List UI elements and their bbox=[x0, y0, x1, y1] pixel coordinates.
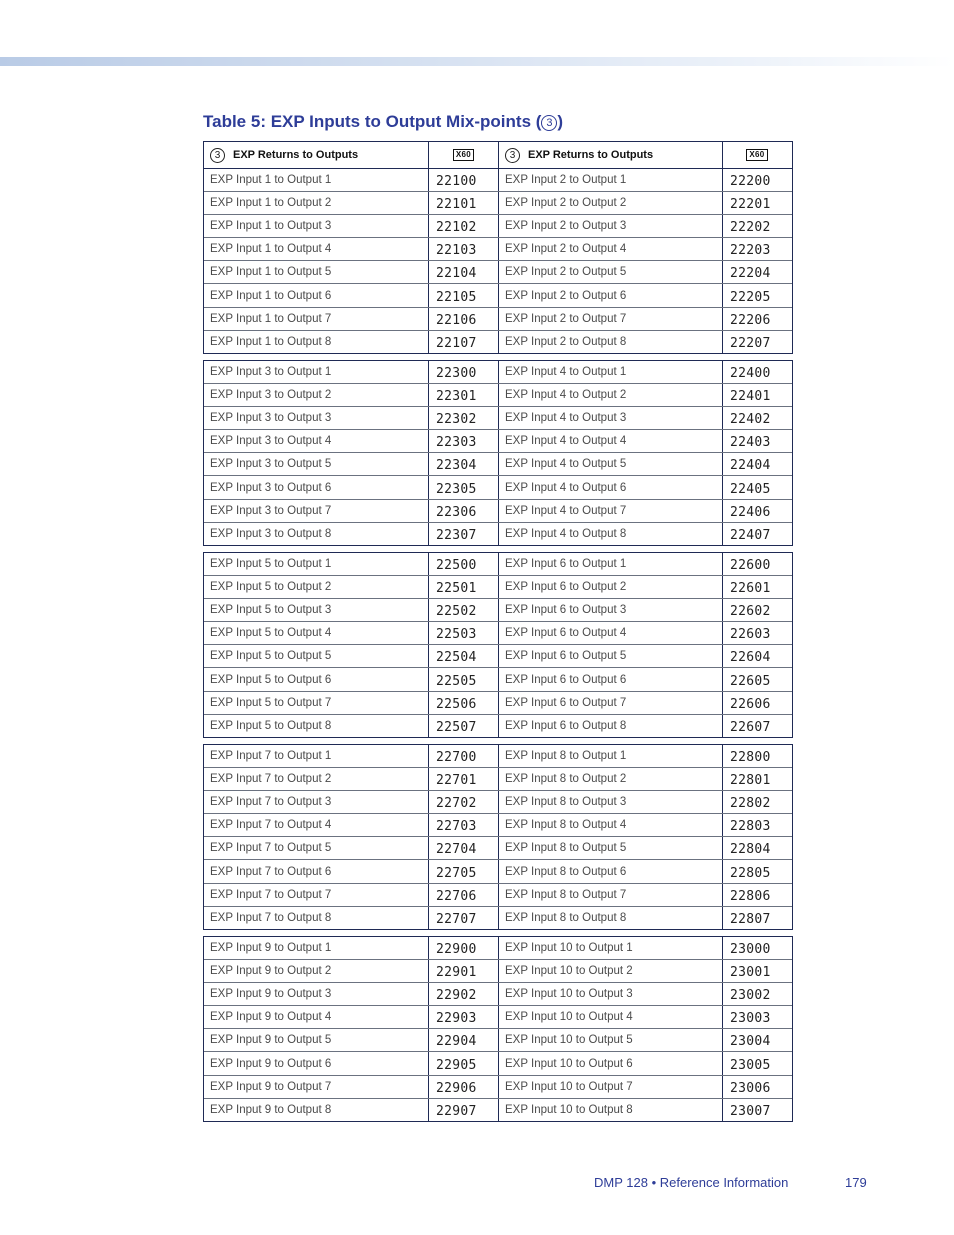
right-description-cell: EXP Input 6 to Output 3 bbox=[499, 599, 723, 621]
table-row bbox=[204, 553, 792, 576]
right-code-cell: 22806 bbox=[730, 888, 771, 904]
right-description-cell: EXP Input 4 to Output 6 bbox=[499, 476, 723, 498]
table-row bbox=[204, 983, 792, 1006]
right-code-cell: 22606 bbox=[730, 696, 771, 712]
right-code-cell: 22801 bbox=[730, 773, 771, 789]
right-description-cell: EXP Input 4 to Output 2 bbox=[499, 384, 723, 406]
right-code-cell: 22201 bbox=[730, 197, 771, 213]
left-description-cell: EXP Input 5 to Output 2 bbox=[204, 576, 429, 598]
left-description-cell: EXP Input 5 to Output 8 bbox=[204, 715, 429, 738]
left-code-cell: 22501 bbox=[429, 576, 499, 598]
table-group bbox=[203, 552, 793, 738]
left-code-cell: 22307 bbox=[429, 523, 499, 546]
table-row bbox=[204, 768, 792, 791]
table-row bbox=[204, 576, 792, 599]
right-description-cell: EXP Input 8 to Output 6 bbox=[499, 860, 723, 882]
right-description-cell: EXP Input 6 to Output 8 bbox=[499, 715, 723, 738]
left-description-cell: EXP Input 3 to Output 3 bbox=[204, 407, 429, 429]
right-code-cell: 22601 bbox=[730, 581, 771, 597]
table-row bbox=[204, 860, 792, 883]
left-code-cell: 22701 bbox=[429, 768, 499, 790]
right-description-cell: EXP Input 2 to Output 4 bbox=[499, 238, 723, 260]
right-description-cell: EXP Input 4 to Output 5 bbox=[499, 453, 723, 475]
table-row bbox=[204, 1006, 792, 1029]
left-description-cell: EXP Input 9 to Output 7 bbox=[204, 1076, 429, 1098]
right-code-cell: 22406 bbox=[730, 504, 771, 520]
right-code-cell: 22403 bbox=[730, 435, 771, 451]
right-description-cell: EXP Input 8 to Output 3 bbox=[499, 791, 723, 813]
left-code-cell: 22505 bbox=[429, 668, 499, 690]
table-row bbox=[204, 715, 792, 738]
right-description-cell: EXP Input 10 to Output 8 bbox=[499, 1099, 723, 1122]
left-code-cell: 22301 bbox=[429, 384, 499, 406]
right-code-cell: 22200 bbox=[730, 174, 771, 190]
right-description-cell: EXP Input 4 to Output 8 bbox=[499, 523, 723, 546]
left-code-cell: 22304 bbox=[429, 453, 499, 475]
table-row bbox=[204, 500, 792, 523]
left-code-cell: 22903 bbox=[429, 1006, 499, 1028]
left-code-cell: 22506 bbox=[429, 692, 499, 714]
right-code-cell: 22805 bbox=[730, 865, 771, 881]
left-description-cell: EXP Input 5 to Output 4 bbox=[204, 622, 429, 644]
left-description-cell: EXP Input 5 to Output 7 bbox=[204, 692, 429, 714]
right-code-cell: 22204 bbox=[730, 266, 771, 282]
right-description-cell: EXP Input 8 to Output 7 bbox=[499, 884, 723, 906]
left-description-cell: EXP Input 7 to Output 1 bbox=[204, 745, 429, 767]
left-description-cell: EXP Input 1 to Output 8 bbox=[204, 331, 429, 354]
left-description-cell: EXP Input 5 to Output 3 bbox=[204, 599, 429, 621]
right-code-cell: 22206 bbox=[730, 312, 771, 328]
right-description-cell: EXP Input 8 to Output 4 bbox=[499, 814, 723, 836]
left-description-cell: EXP Input 5 to Output 5 bbox=[204, 645, 429, 667]
table-row bbox=[204, 814, 792, 837]
left-description-cell: EXP Input 7 to Output 5 bbox=[204, 837, 429, 859]
right-code-cell: 22402 bbox=[730, 412, 771, 428]
right-description-cell: EXP Input 8 to Output 2 bbox=[499, 768, 723, 790]
left-description-cell: EXP Input 9 to Output 3 bbox=[204, 983, 429, 1005]
table-row bbox=[204, 692, 792, 715]
right-code-cell: 22803 bbox=[730, 819, 771, 835]
left-description-cell: EXP Input 3 to Output 4 bbox=[204, 430, 429, 452]
x60-badge-icon: X60 bbox=[746, 149, 767, 161]
table-row bbox=[204, 308, 792, 331]
table-row bbox=[204, 430, 792, 453]
footer-title: DMP 128 • Reference Information bbox=[594, 1175, 789, 1190]
table-row bbox=[204, 215, 792, 238]
left-description-cell: EXP Input 3 to Output 7 bbox=[204, 500, 429, 522]
left-code-cell: 22500 bbox=[429, 553, 499, 575]
left-code-cell: 22902 bbox=[429, 983, 499, 1005]
header-gradient-bar bbox=[0, 57, 954, 66]
table-group bbox=[203, 744, 793, 930]
left-code-cell: 22100 bbox=[429, 169, 499, 191]
left-code-cell: 22900 bbox=[429, 937, 499, 959]
right-code-cell: 22603 bbox=[730, 627, 771, 643]
header-label: EXP Returns to Outputs bbox=[528, 149, 654, 161]
left-code-cell: 22703 bbox=[429, 814, 499, 836]
table-row bbox=[204, 837, 792, 860]
table-row bbox=[204, 884, 792, 907]
table-row bbox=[204, 192, 792, 215]
table-row bbox=[204, 476, 792, 499]
left-description-cell: EXP Input 7 to Output 4 bbox=[204, 814, 429, 836]
left-description-cell: EXP Input 1 to Output 5 bbox=[204, 261, 429, 283]
right-description-cell: EXP Input 6 to Output 7 bbox=[499, 692, 723, 714]
right-description-cell: EXP Input 10 to Output 4 bbox=[499, 1006, 723, 1028]
left-description-cell: EXP Input 7 to Output 6 bbox=[204, 860, 429, 882]
left-description-cell: EXP Input 3 to Output 5 bbox=[204, 453, 429, 475]
right-description-cell: EXP Input 6 to Output 1 bbox=[499, 553, 723, 575]
left-code-cell: 22305 bbox=[429, 476, 499, 498]
table-row bbox=[204, 937, 792, 960]
left-code-cell: 22507 bbox=[429, 715, 499, 738]
right-description-cell: EXP Input 4 to Output 3 bbox=[499, 407, 723, 429]
left-code-cell: 22706 bbox=[429, 884, 499, 906]
right-code-cell: 23005 bbox=[730, 1057, 771, 1073]
left-description-cell: EXP Input 1 to Output 1 bbox=[204, 169, 429, 191]
circled-number-icon: 3 bbox=[210, 148, 225, 163]
left-code-cell: 22705 bbox=[429, 860, 499, 882]
table-row bbox=[204, 169, 792, 192]
table-group bbox=[203, 360, 793, 546]
x60-badge-icon: X60 bbox=[453, 149, 474, 161]
left-code-cell: 22901 bbox=[429, 960, 499, 982]
right-code-cell: 22602 bbox=[730, 604, 771, 620]
table-row bbox=[204, 1076, 792, 1099]
left-description-cell: EXP Input 1 to Output 3 bbox=[204, 215, 429, 237]
table-row bbox=[204, 238, 792, 261]
right-code-cell: 22207 bbox=[730, 336, 771, 352]
left-description-cell: EXP Input 1 to Output 4 bbox=[204, 238, 429, 260]
right-code-cell: 22600 bbox=[730, 558, 771, 574]
left-description-cell: EXP Input 9 to Output 6 bbox=[204, 1052, 429, 1074]
left-code-cell: 22106 bbox=[429, 308, 499, 330]
left-code-cell: 22302 bbox=[429, 407, 499, 429]
right-code-cell: 23003 bbox=[730, 1011, 771, 1027]
right-description-cell: EXP Input 6 to Output 6 bbox=[499, 668, 723, 690]
left-code-cell: 22504 bbox=[429, 645, 499, 667]
right-code-cell: 22804 bbox=[730, 842, 771, 858]
right-description-cell: EXP Input 10 to Output 1 bbox=[499, 937, 723, 959]
left-code-cell: 22702 bbox=[429, 791, 499, 813]
right-code-cell: 22404 bbox=[730, 458, 771, 474]
left-description-cell: EXP Input 7 to Output 8 bbox=[204, 907, 429, 930]
left-code-cell: 22906 bbox=[429, 1076, 499, 1098]
right-code-cell: 22202 bbox=[730, 220, 771, 236]
table-row bbox=[204, 523, 792, 546]
table-row bbox=[204, 1029, 792, 1052]
table-group bbox=[203, 168, 793, 354]
left-description-cell: EXP Input 1 to Output 2 bbox=[204, 192, 429, 214]
left-code-cell: 22704 bbox=[429, 837, 499, 859]
right-description-cell: EXP Input 2 to Output 5 bbox=[499, 261, 723, 283]
left-description-cell: EXP Input 3 to Output 1 bbox=[204, 361, 429, 383]
left-code-cell: 22502 bbox=[429, 599, 499, 621]
left-description-cell: EXP Input 1 to Output 6 bbox=[204, 284, 429, 306]
left-code-cell: 22907 bbox=[429, 1099, 499, 1122]
table-row bbox=[204, 599, 792, 622]
table-row bbox=[204, 1052, 792, 1075]
table-row bbox=[204, 907, 792, 930]
right-code-cell: 23004 bbox=[730, 1034, 771, 1050]
table-row bbox=[204, 284, 792, 307]
header-col-left-description bbox=[204, 142, 429, 168]
left-description-cell: EXP Input 5 to Output 1 bbox=[204, 553, 429, 575]
left-description-cell: EXP Input 9 to Output 5 bbox=[204, 1029, 429, 1051]
table-row bbox=[204, 384, 792, 407]
table-row bbox=[204, 745, 792, 768]
left-description-cell: EXP Input 9 to Output 1 bbox=[204, 937, 429, 959]
table-title-prefix: Table 5: EXP Inputs to Output Mix-points ( bbox=[203, 112, 542, 131]
left-description-cell: EXP Input 9 to Output 4 bbox=[204, 1006, 429, 1028]
right-description-cell: EXP Input 6 to Output 4 bbox=[499, 622, 723, 644]
right-code-cell: 22400 bbox=[730, 366, 771, 382]
left-code-cell: 22904 bbox=[429, 1029, 499, 1051]
right-code-cell: 22802 bbox=[730, 796, 771, 812]
table-row bbox=[204, 960, 792, 983]
right-code-cell: 23000 bbox=[730, 942, 771, 958]
header-col-right-description bbox=[499, 142, 723, 168]
header-col-left-code bbox=[429, 142, 499, 168]
right-description-cell: EXP Input 2 to Output 3 bbox=[499, 215, 723, 237]
left-code-cell: 22306 bbox=[429, 500, 499, 522]
table-title bbox=[203, 112, 563, 132]
right-description-cell: EXP Input 4 to Output 4 bbox=[499, 430, 723, 452]
right-code-cell: 22604 bbox=[730, 650, 771, 666]
right-description-cell: EXP Input 2 to Output 8 bbox=[499, 331, 723, 354]
right-code-cell: 22807 bbox=[730, 912, 771, 928]
right-description-cell: EXP Input 2 to Output 2 bbox=[499, 192, 723, 214]
right-code-cell: 22605 bbox=[730, 673, 771, 689]
page-number: 179 bbox=[845, 1175, 867, 1190]
right-description-cell: EXP Input 8 to Output 1 bbox=[499, 745, 723, 767]
left-code-cell: 22905 bbox=[429, 1052, 499, 1074]
right-description-cell: EXP Input 2 to Output 1 bbox=[499, 169, 723, 191]
right-code-cell: 23007 bbox=[730, 1104, 771, 1120]
left-description-cell: EXP Input 9 to Output 2 bbox=[204, 960, 429, 982]
table-header-row bbox=[203, 141, 793, 169]
right-description-cell: EXP Input 8 to Output 8 bbox=[499, 907, 723, 930]
left-description-cell: EXP Input 1 to Output 7 bbox=[204, 308, 429, 330]
right-code-cell: 22405 bbox=[730, 481, 771, 497]
left-description-cell: EXP Input 9 to Output 8 bbox=[204, 1099, 429, 1122]
table-row bbox=[204, 453, 792, 476]
left-description-cell: EXP Input 3 to Output 6 bbox=[204, 476, 429, 498]
right-description-cell: EXP Input 10 to Output 7 bbox=[499, 1076, 723, 1098]
right-description-cell: EXP Input 10 to Output 6 bbox=[499, 1052, 723, 1074]
right-description-cell: EXP Input 10 to Output 3 bbox=[499, 983, 723, 1005]
right-description-cell: EXP Input 10 to Output 2 bbox=[499, 960, 723, 982]
table-title-suffix: ) bbox=[557, 112, 564, 131]
right-code-cell: 22205 bbox=[730, 289, 771, 305]
left-description-cell: EXP Input 7 to Output 3 bbox=[204, 791, 429, 813]
left-description-cell: EXP Input 7 to Output 7 bbox=[204, 884, 429, 906]
left-code-cell: 22101 bbox=[429, 192, 499, 214]
right-code-cell: 23001 bbox=[730, 965, 771, 981]
left-code-cell: 22503 bbox=[429, 622, 499, 644]
left-code-cell: 22104 bbox=[429, 261, 499, 283]
right-description-cell: EXP Input 6 to Output 2 bbox=[499, 576, 723, 598]
left-code-cell: 22107 bbox=[429, 331, 499, 354]
left-description-cell: EXP Input 3 to Output 8 bbox=[204, 523, 429, 546]
left-code-cell: 22700 bbox=[429, 745, 499, 767]
table-row bbox=[204, 407, 792, 430]
circled-number-icon: 3 bbox=[505, 148, 520, 163]
right-code-cell: 22800 bbox=[730, 750, 771, 766]
left-code-cell: 22102 bbox=[429, 215, 499, 237]
right-description-cell: EXP Input 10 to Output 5 bbox=[499, 1029, 723, 1051]
left-code-cell: 22707 bbox=[429, 907, 499, 930]
right-description-cell: EXP Input 6 to Output 5 bbox=[499, 645, 723, 667]
left-description-cell: EXP Input 5 to Output 6 bbox=[204, 668, 429, 690]
table-row bbox=[204, 361, 792, 384]
right-code-cell: 22203 bbox=[730, 243, 771, 259]
right-code-cell: 22607 bbox=[730, 720, 771, 736]
right-description-cell: EXP Input 2 to Output 6 bbox=[499, 284, 723, 306]
right-code-cell: 22407 bbox=[730, 528, 771, 544]
right-code-cell: 23006 bbox=[730, 1080, 771, 1096]
circled-number-icon: 3 bbox=[541, 115, 557, 131]
table-row bbox=[204, 1099, 792, 1122]
right-code-cell: 22401 bbox=[730, 389, 771, 405]
left-description-cell: EXP Input 7 to Output 2 bbox=[204, 768, 429, 790]
table-row bbox=[204, 261, 792, 284]
right-code-cell: 23002 bbox=[730, 988, 771, 1004]
left-code-cell: 22103 bbox=[429, 238, 499, 260]
right-description-cell: EXP Input 4 to Output 7 bbox=[499, 500, 723, 522]
left-code-cell: 22105 bbox=[429, 284, 499, 306]
table-row bbox=[204, 668, 792, 691]
table-row bbox=[204, 622, 792, 645]
table-row bbox=[204, 791, 792, 814]
right-description-cell: EXP Input 8 to Output 5 bbox=[499, 837, 723, 859]
right-description-cell: EXP Input 4 to Output 1 bbox=[499, 361, 723, 383]
table-group bbox=[203, 936, 793, 1122]
right-description-cell: EXP Input 2 to Output 7 bbox=[499, 308, 723, 330]
table-row bbox=[204, 645, 792, 668]
header-label: EXP Returns to Outputs bbox=[233, 149, 359, 161]
left-description-cell: EXP Input 3 to Output 2 bbox=[204, 384, 429, 406]
header-col-right-code bbox=[723, 142, 791, 168]
left-code-cell: 22300 bbox=[429, 361, 499, 383]
table-row bbox=[204, 331, 792, 354]
left-code-cell: 22303 bbox=[429, 430, 499, 452]
